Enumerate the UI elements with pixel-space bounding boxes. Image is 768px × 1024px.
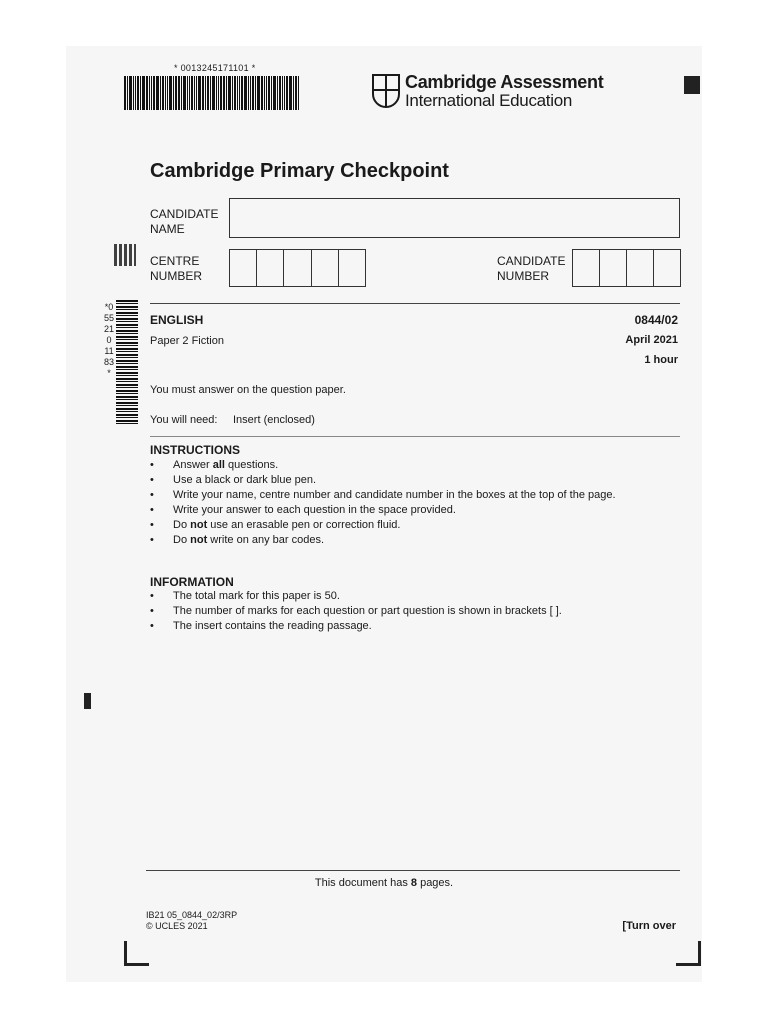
barcode-bar: [220, 76, 222, 110]
barcode-bar: [181, 76, 182, 110]
barcode-bar: [244, 76, 247, 110]
barcode-bar: [216, 76, 217, 110]
exam-date: April 2021: [625, 334, 678, 346]
top-barcode-number: * 0013245171101 *: [174, 63, 256, 73]
barcode-bar: [162, 76, 164, 110]
page-count-note: [0, 877, 768, 889]
instruction-emphasis: all: [212, 459, 225, 471]
exam-duration: 1 hour: [644, 354, 678, 366]
barcode-bar: [142, 76, 145, 110]
side-barcode: [116, 300, 138, 424]
instruction-text: Use a black or dark blue pen.: [173, 474, 317, 486]
digit-cell[interactable]: [284, 250, 311, 286]
information-heading: INFORMATION: [150, 575, 234, 589]
corner-mark: [124, 941, 149, 966]
candidate-number-label-line1: CANDIDATE: [497, 254, 566, 268]
barcode-bar: [279, 76, 281, 110]
barcode-bar: [223, 76, 225, 110]
need-value: Insert (enclosed): [233, 414, 315, 426]
barcode-bar: [202, 76, 204, 110]
barcode-bar: [212, 76, 215, 110]
barcode-bar: [298, 76, 299, 110]
divider: [150, 303, 680, 304]
barcode-bar: [228, 76, 231, 110]
top-barcode: [124, 76, 358, 110]
page-count: 8: [410, 877, 418, 889]
instruction-text: Answer: [173, 459, 213, 471]
centre-number-label-line2: NUMBER: [150, 269, 203, 283]
need-label: You will need:: [150, 414, 218, 426]
barcode-bar: [268, 76, 270, 110]
barcode-bar: [261, 76, 263, 110]
page-count-pre: This document has: [314, 877, 411, 889]
barcode-bar: [140, 76, 141, 110]
instruction-emphasis: not: [190, 534, 208, 546]
instruction-item: [150, 458, 616, 473]
instruction-text: write on any bar codes.: [207, 534, 325, 546]
crest-icon: [372, 74, 400, 108]
barcode-bar: [196, 76, 197, 110]
paper-name: Paper 2 Fiction: [150, 335, 224, 347]
barcode-bar: [286, 76, 288, 110]
barcode-bar: [165, 76, 166, 110]
instructions-heading: INSTRUCTIONS: [150, 443, 240, 457]
centre-number-label: [150, 254, 202, 284]
barcode-bar: [207, 76, 209, 110]
barcode-bar: [183, 76, 186, 110]
barcode-bar: [178, 76, 180, 110]
qr-code-icon: [114, 244, 136, 266]
footer-line1: IB21 05_0844_02/3RP: [146, 910, 238, 920]
barcode-bar: [271, 76, 272, 110]
logo-line1: Cambridge Assessment: [405, 72, 604, 92]
barcode-bar: [284, 76, 285, 110]
instruction-item: [150, 488, 616, 503]
turn-over: [Turn over: [622, 920, 676, 932]
barcode-bar: [252, 76, 254, 110]
instruction-item: [150, 473, 616, 488]
barcode-bar: [282, 76, 283, 110]
barcode-bar: [187, 76, 188, 110]
instruction-text: Write your answer to each question in the space provided.: [173, 504, 456, 516]
barcode-bar: [237, 76, 238, 110]
candidate-name-label-line2: NAME: [150, 222, 185, 236]
barcode-bar: [153, 76, 155, 110]
digit-cell[interactable]: [230, 250, 257, 286]
information-item: • The number of marks for each question or part question is shown in brackets [ ].: [150, 604, 562, 619]
barcode-bar: [151, 76, 152, 110]
barcode-bar: [250, 76, 251, 110]
barcode-bar: [266, 76, 267, 110]
instruction-item: [150, 533, 616, 548]
barcode-bar: [264, 76, 265, 110]
centre-number-label-line1: CENTRE: [150, 254, 200, 268]
footer: [146, 910, 237, 932]
barcode-bar: [135, 76, 136, 110]
logo-line2: International Education: [405, 91, 573, 110]
barcode-bar: [241, 76, 243, 110]
barcode-bar: [234, 76, 236, 110]
barcode-bar: [175, 76, 177, 110]
barcode-bar: [124, 76, 126, 110]
instruction-item: [150, 518, 616, 533]
barcode-bar: [146, 76, 148, 110]
paper-code: 0844/02: [634, 313, 678, 327]
barcode-bar: [289, 76, 292, 110]
barcode-bar: [156, 76, 159, 110]
instruction-emphasis: not: [190, 519, 208, 531]
footer-line2: © UCLES 2021: [146, 921, 208, 931]
barcode-bar: [226, 76, 227, 110]
registration-mark: [84, 693, 91, 709]
barcode-bar: [191, 76, 193, 110]
barcode-bar: [129, 76, 132, 110]
barcode-bar: [167, 76, 168, 110]
digit-cell[interactable]: [627, 250, 654, 286]
barcode-bar: [137, 76, 139, 110]
barcode-bar: [198, 76, 201, 110]
instruction-text: Write your name, centre number and candidate number in the boxes at the top of the page.: [173, 489, 616, 501]
instruction-text: questions.: [224, 459, 279, 471]
barcode-bar: [173, 76, 174, 110]
barcode-bar: [160, 76, 161, 110]
answer-note: You must answer on the question paper.: [150, 384, 346, 396]
side-barcode-number: *0552101183*: [104, 302, 115, 378]
barcode-bar: [277, 76, 278, 110]
candidate-name-label: [150, 207, 218, 237]
digit-cell[interactable]: [312, 250, 339, 286]
barcode-bar: [295, 76, 297, 110]
information-list: [150, 589, 562, 634]
registration-mark: [684, 76, 700, 94]
instruction-item: [150, 503, 616, 518]
instruction-text: Do: [173, 534, 191, 546]
barcode-bar: [255, 76, 256, 110]
barcode-bar: [127, 76, 128, 110]
candidate-name-label-line1: CANDIDATE: [150, 207, 219, 221]
candidate-name-field[interactable]: [229, 198, 680, 238]
barcode-bar: [218, 76, 219, 110]
information-item: • The total mark for this paper is 50.: [150, 589, 562, 604]
candidate-number-label: [497, 254, 565, 284]
barcode-bar: [210, 76, 211, 110]
barcode-bar: [239, 76, 240, 110]
barcode-bar: [293, 76, 294, 110]
barcode-bar: [169, 76, 172, 110]
digit-cell[interactable]: [339, 250, 365, 286]
digit-cell[interactable]: [573, 250, 600, 286]
barcode-bar: [248, 76, 249, 110]
page-title: Cambridge Primary Checkpoint: [150, 160, 449, 182]
corner-mark: [676, 941, 701, 966]
divider: [150, 436, 680, 437]
page-count-post: pages.: [417, 877, 454, 889]
centre-number-field[interactable]: [229, 249, 366, 287]
digit-cell[interactable]: [600, 250, 627, 286]
divider: [146, 870, 680, 871]
barcode-bar: [133, 76, 134, 110]
barcode-bar: [273, 76, 276, 110]
barcode-bar: [149, 76, 150, 110]
barcode-bar: [205, 76, 206, 110]
barcode-bar: [194, 76, 195, 110]
instruction-text: use an erasable pen or correction fluid.: [207, 519, 401, 531]
instruction-text: Do: [173, 519, 191, 531]
instructions-list: [150, 458, 616, 548]
barcode-bar: [232, 76, 233, 110]
barcode-bar: [257, 76, 260, 110]
barcode-bar: [189, 76, 190, 110]
digit-cell[interactable]: [257, 250, 284, 286]
candidate-number-label-line2: NUMBER: [497, 269, 550, 283]
subject: ENGLISH: [150, 313, 204, 327]
information-item: • The insert contains the reading passage.: [150, 619, 562, 634]
candidate-number-field[interactable]: [572, 249, 681, 287]
digit-cell[interactable]: [654, 250, 680, 286]
